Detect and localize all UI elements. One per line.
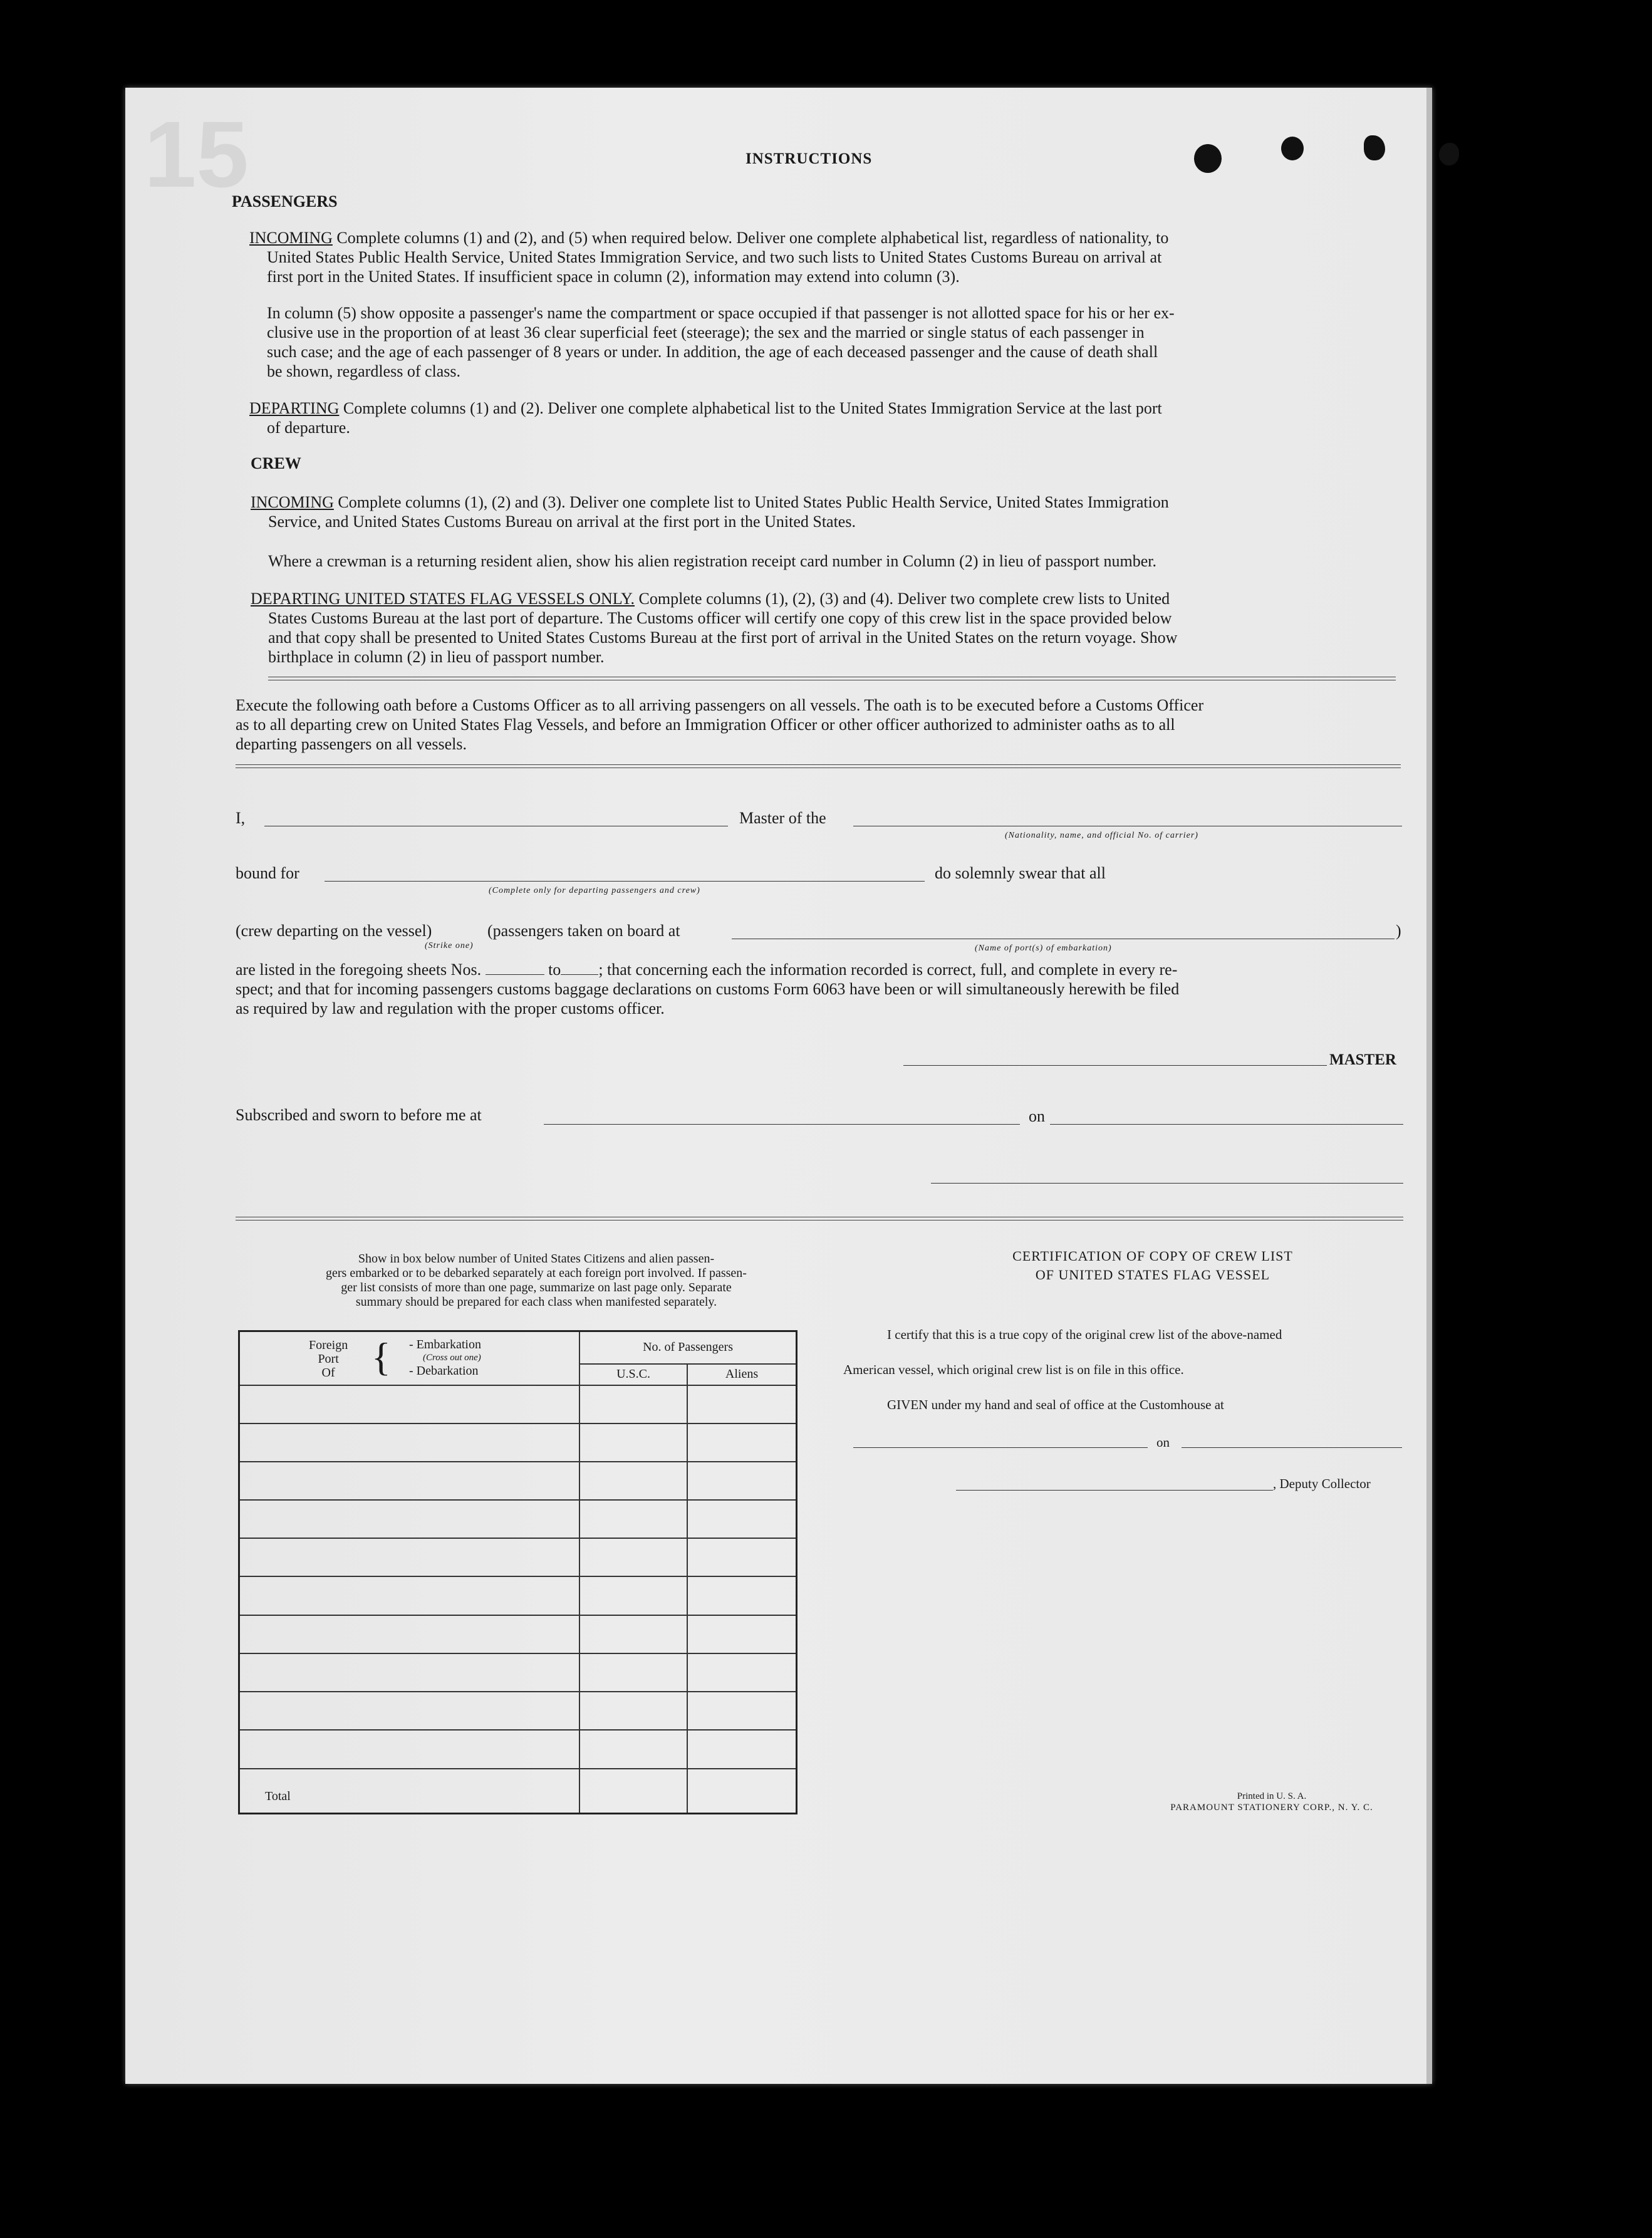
ink-blot (1281, 137, 1304, 160)
text-line: Service, and United States Customs Bureau on arrival at the first port in the United States. (268, 513, 856, 531)
port-cell[interactable] (239, 1500, 580, 1538)
aliens-total-cell[interactable] (687, 1769, 796, 1814)
embarkation-option[interactable]: - Embarkation (409, 1338, 481, 1351)
oath-i-label: I, (236, 809, 246, 827)
passengers-heading: PASSENGERS (232, 192, 338, 211)
crew-incoming-paragraph (251, 492, 1435, 531)
column5-paragraph (267, 303, 1438, 381)
usc-cell[interactable] (579, 1692, 687, 1730)
master-signature-label: MASTER (1329, 1051, 1396, 1068)
oath-intro-paragraph (236, 695, 1426, 754)
aliens-cell[interactable] (687, 1462, 796, 1500)
listed-line (236, 960, 1177, 979)
resident-alien-note: Where a crewman is a returning resident alien, show his alien registration receipt card number in Column (2) in lieu of passport number. (268, 552, 1157, 570)
form-page (125, 88, 1426, 2084)
scanned-document (125, 88, 1432, 2084)
section-divider (268, 677, 1396, 680)
port-cell[interactable] (239, 1730, 580, 1768)
text-line: ger list consists of more than one page, summarize on last page only. Separate (341, 1281, 732, 1294)
foreign-port-of-label (309, 1338, 348, 1380)
usc-cell[interactable] (579, 1730, 687, 1768)
summary-instructions (236, 1252, 837, 1309)
sworn-location-field[interactable] (544, 1124, 1020, 1125)
text-line: summary should be prepared for each class when manifested separately. (355, 1295, 717, 1309)
page-number-bleedthrough: 15 (144, 101, 249, 207)
text-line: CERTIFICATION OF COPY OF CREW LIST (1012, 1248, 1293, 1264)
crew-departing-option[interactable]: (crew departing on the vessel) (236, 922, 432, 940)
passengers-incoming-paragraph (249, 228, 1433, 286)
carrier-note: (Nationality, name, and official No. of carrier) (1005, 831, 1198, 840)
text-line: United States Public Health Service, United States Immigration Service, and two such lists to United States Customs Bureau on arrival at (267, 248, 1162, 266)
aliens-cell[interactable] (687, 1615, 796, 1653)
aliens-cell[interactable] (687, 1500, 796, 1538)
master-of-the-label: Master of the (739, 809, 826, 827)
usc-cell[interactable] (579, 1385, 687, 1423)
usc-cell[interactable] (579, 1538, 687, 1576)
close-paren: ) (1396, 922, 1401, 940)
incoming-label: INCOMING (251, 493, 334, 511)
ink-blot (1364, 135, 1385, 160)
usc-header: U.S.C. (579, 1364, 687, 1385)
text-line: In column (5) show opposite a passenger's name the compartment or space occupied if that passenger is not allotted space for his or her ex- (267, 304, 1175, 322)
passengers-taken-option[interactable]: (passengers taken on board at (487, 922, 680, 940)
section-divider (236, 764, 1401, 768)
text-line: Complete columns (1) and (2), and (5) when required below. Deliver one complete alphabetical list, regardless of nationality, to (336, 229, 1169, 247)
text-line: Complete columns (1), (2), (3) and (4). Deliver two complete crew lists to United (638, 590, 1170, 608)
sworn-date-field[interactable] (1050, 1124, 1403, 1125)
port-cell[interactable] (239, 1615, 580, 1653)
text-line: Execute the following oath before a Customs Officer as to all arriving passengers on all vessels. The oath is to be executed before a Customs Officer (236, 696, 1204, 714)
customhouse-field[interactable] (853, 1447, 1148, 1448)
sworn-on-label: on (1029, 1107, 1045, 1125)
aliens-cell[interactable] (687, 1730, 796, 1768)
instructions-title: INSTRUCTIONS (745, 150, 873, 167)
text-line: of departure. (267, 419, 350, 437)
given-text: GIVEN under my hand and seal of office at the Customhouse at (887, 1397, 1224, 1412)
usc-cell[interactable] (579, 1500, 687, 1538)
aliens-cell[interactable] (687, 1692, 796, 1730)
text-fragment: ; that concerning each the information recorded is correct, full, and complete in every re- (598, 960, 1178, 979)
port-cell[interactable] (239, 1576, 580, 1615)
text-fragment: are listed in the foregoing sheets Nos. (236, 960, 482, 979)
total-label: Total (239, 1769, 580, 1814)
passengers-departing-paragraph (249, 398, 1433, 437)
port-header-cell (239, 1331, 580, 1385)
text-line: as to all departing crew on United States Flag Vessels, and before an Immigration Officer or other officer authorized to administer oaths as to all (236, 716, 1175, 734)
usc-cell[interactable] (579, 1653, 687, 1692)
departing-label: DEPARTING (249, 399, 340, 417)
ink-blot (1194, 144, 1222, 173)
text-line: and that copy shall be presented to United States Customs Bureau at the first port of arrival in the United States on the return voyage. Show (268, 628, 1178, 647)
port-cell[interactable] (239, 1423, 580, 1462)
passenger-summary-table (238, 1330, 797, 1814)
aliens-cell[interactable] (687, 1653, 796, 1692)
text-line: Port (318, 1352, 339, 1366)
deputy-signature-field[interactable] (956, 1490, 1273, 1491)
text-line: Complete columns (1), (2) and (3). Deliver one complete list to United States Public Health Service, United States Immigration (338, 493, 1169, 511)
embark-debark-options (409, 1337, 481, 1378)
text-line: Show in box below number of United States Citizens and alien passen- (358, 1252, 715, 1266)
port-cell[interactable] (239, 1538, 580, 1576)
text-line: Foreign (309, 1338, 348, 1352)
port-cell[interactable] (239, 1653, 580, 1692)
master-signature-field[interactable] (903, 1065, 1327, 1066)
cert-on-label: on (1156, 1435, 1170, 1450)
crew-departing-paragraph (251, 589, 1435, 667)
oath-line3: as required by law and regulation with the proper customs officer. (236, 999, 665, 1018)
text-line: departing passengers on all vessels. (236, 735, 467, 753)
usc-cell[interactable] (579, 1462, 687, 1500)
deputy-collector-label: , Deputy Collector (1273, 1476, 1371, 1491)
strike-one-note: (Strike one) (425, 941, 474, 950)
bound-for-note: (Complete only for departing passengers and crew) (489, 886, 700, 895)
incoming-label: INCOMING (249, 229, 333, 247)
text-line: first port in the United States. If insufficient space in column (2), information may extend into column (3). (267, 268, 960, 286)
text-line: gers embarked or to be debarked separately at each foreign port involved. If passen- (326, 1266, 747, 1280)
aliens-cell[interactable] (687, 1576, 796, 1615)
usc-cell[interactable] (579, 1576, 687, 1615)
cert-date-field[interactable] (1182, 1447, 1402, 1448)
text-line: be shown, regardless of class. (267, 362, 461, 380)
section-divider (236, 1217, 1403, 1220)
officer-signature-field[interactable] (931, 1183, 1403, 1184)
ink-blot (1439, 143, 1459, 165)
text-line: OF UNITED STATES FLAG VESSEL (1035, 1267, 1270, 1283)
text-line: Printed in U. S. A. (1237, 1791, 1307, 1801)
ports-note: (Name of port(s) of embarkation) (975, 944, 1112, 953)
sheet-to-field[interactable] (561, 974, 598, 975)
text-line: Of (321, 1366, 335, 1380)
bound-for-label: bound for (236, 864, 299, 882)
aliens-cell[interactable] (687, 1385, 796, 1423)
crew-heading: CREW (251, 454, 301, 472)
aliens-header: Aliens (687, 1364, 796, 1385)
no-passengers-header: No. of Passengers (579, 1331, 796, 1364)
text-line: States Customs Bureau at the last port of departure. The Customs officer will certify one copy of this crew list in the space provided below (268, 609, 1172, 627)
printer-footer (1134, 1791, 1410, 1813)
usc-cell[interactable] (579, 1423, 687, 1462)
port-cell[interactable] (239, 1385, 580, 1423)
aliens-cell[interactable] (687, 1538, 796, 1576)
bound-for-field[interactable] (325, 881, 925, 882)
departing-flag-label: DEPARTING UNITED STATES FLAG VESSELS ONLY. (251, 590, 635, 608)
subscribed-label: Subscribed and sworn to before me at (236, 1106, 482, 1124)
brace-icon: { (371, 1335, 391, 1379)
certify-text: I certify that this is a true copy of the original crew list of the above-named (887, 1327, 1282, 1342)
cross-out-note: (Cross out one) (423, 1353, 481, 1363)
text-line: Complete columns (1) and (2). Deliver one complete alphabetical list to the United States Immigration Service at the last port (343, 399, 1162, 417)
text-line: birthplace in column (2) in lieu of passport number. (268, 648, 605, 666)
usc-cell[interactable] (579, 1615, 687, 1653)
swear-text: do solemnly swear that all (935, 864, 1106, 882)
sheet-from-field[interactable] (486, 974, 544, 975)
port-cell[interactable] (239, 1692, 580, 1730)
text-line: clusive use in the proportion of at least 36 clear superficial feet (steerage); the sex and the married or single status of each passenger in (267, 323, 1145, 341)
aliens-cell[interactable] (687, 1423, 796, 1462)
certification-title (958, 1247, 1347, 1284)
debarkation-option[interactable]: - Debarkation (409, 1364, 479, 1378)
usc-total-cell[interactable] (579, 1769, 687, 1814)
oath-line2: spect; and that for incoming passengers customs baggage declarations on customs Form 6063 have been or will simultaneously herewith be filed (236, 980, 1180, 998)
text-line: such case; and the age of each passenger of 8 years or under. In addition, the age of each deceased passenger and the cause of death shall (267, 343, 1158, 361)
text-line: PARAMOUNT STATIONERY CORP., N. Y. C. (1170, 1803, 1373, 1813)
text-fragment: to (548, 960, 561, 979)
american-vessel-text: American vessel, which original crew list is on file in this office. (843, 1362, 1184, 1377)
port-cell[interactable] (239, 1462, 580, 1500)
